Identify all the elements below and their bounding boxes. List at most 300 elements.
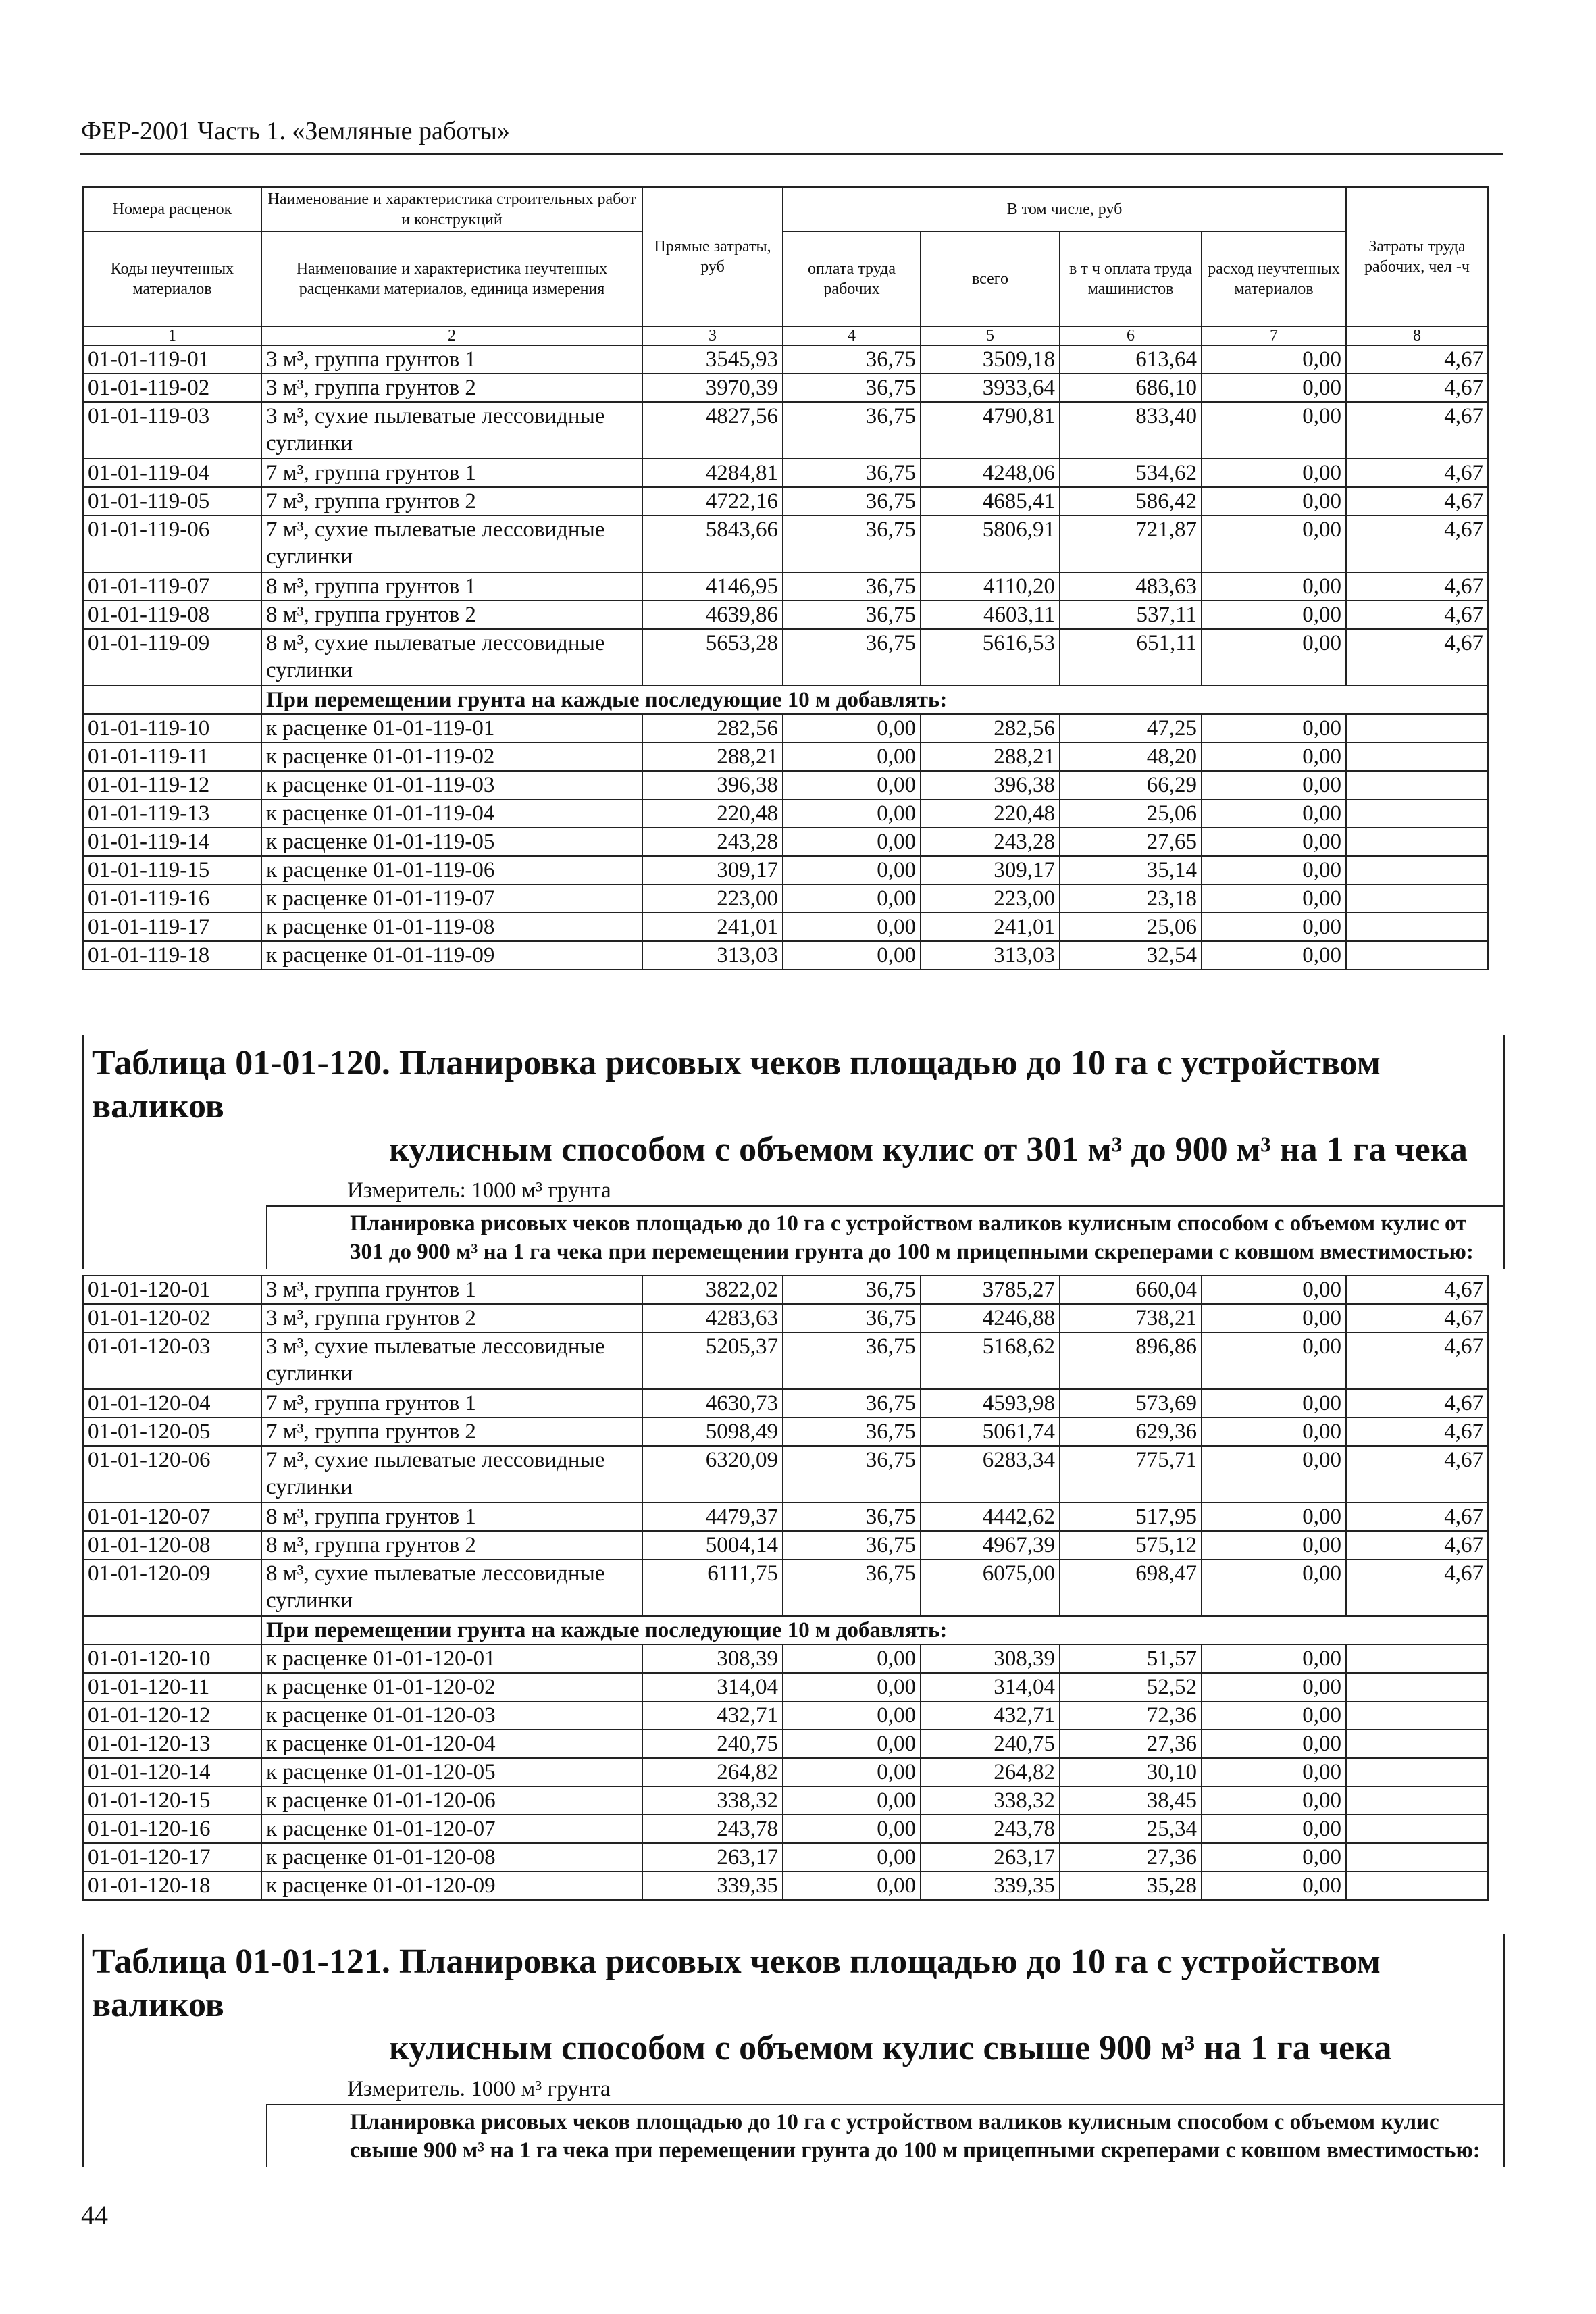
- worker-pay-value: 36,75: [783, 402, 921, 459]
- direct-costs-value: 5653,28: [642, 629, 783, 686]
- operator-pay-value: 52,52: [1060, 1673, 1202, 1701]
- machines-total-value: 243,78: [921, 1815, 1060, 1843]
- operator-pay-value: 775,71: [1060, 1446, 1202, 1503]
- labor-hours-value: 4,67: [1346, 402, 1488, 459]
- labor-hours-value: [1346, 1730, 1488, 1758]
- direct-costs-value: 243,78: [642, 1815, 783, 1843]
- materials-value: 0,00: [1202, 345, 1346, 374]
- page-header: ФЕР-2001 Часть 1. «Земляные работы»: [81, 117, 510, 145]
- column-index-cell: 6: [1060, 326, 1202, 345]
- materials-header: расход неучтенных материалов: [1202, 232, 1346, 326]
- rate-code: 01-01-120-13: [83, 1730, 261, 1758]
- col2-top-header: Наименование и характеристика строительных работ и конструкций: [261, 187, 642, 232]
- work-name: 3 м³, группа грунтов 2: [261, 374, 642, 402]
- worker-pay-value: 0,00: [783, 1786, 921, 1815]
- direct-costs-value: 4479,37: [642, 1503, 783, 1531]
- materials-value: 0,00: [1202, 572, 1346, 601]
- work-name: к расценке 01-01-119-09: [261, 941, 642, 970]
- rate-code: 01-01-119-06: [83, 515, 261, 572]
- machines-total-value: 4593,98: [921, 1389, 1060, 1417]
- machines-total-value: 264,82: [921, 1758, 1060, 1786]
- machines-total-value: 282,56: [921, 714, 1060, 743]
- machines-total-value: 4248,06: [921, 459, 1060, 487]
- labor-hours-value: [1346, 771, 1488, 799]
- table-row: [83, 743, 1488, 771]
- work-name: 7 м³, группа грунтов 2: [261, 487, 642, 515]
- work-name: 7 м³, группа грунтов 1: [261, 459, 642, 487]
- machines-total-value: 4110,20: [921, 572, 1060, 601]
- machines-total-value: 338,32: [921, 1786, 1060, 1815]
- table-121-header-block: [82, 1934, 1505, 2167]
- direct-costs-value: 288,21: [642, 743, 783, 771]
- machines-total-value: 263,17: [921, 1843, 1060, 1871]
- labor-hours-value: 4,67: [1346, 572, 1488, 601]
- worker-pay-value: 36,75: [783, 1531, 921, 1559]
- direct-costs-value: 223,00: [642, 884, 783, 913]
- machines-total-value: 220,48: [921, 799, 1060, 828]
- direct-costs-value: 3970,39: [642, 374, 783, 402]
- section-label: При перемещении грунта на каждые последующие 10 м добавлять:: [261, 1616, 1488, 1644]
- rate-code: 01-01-119-10: [83, 714, 261, 743]
- materials-value: 0,00: [1202, 1843, 1346, 1871]
- work-name: к расценке 01-01-120-07: [261, 1815, 642, 1843]
- operator-pay-value: 48,20: [1060, 743, 1202, 771]
- worker-pay-header: оплата труда рабочих: [783, 232, 921, 326]
- direct-costs-value: 282,56: [642, 714, 783, 743]
- direct-costs-value: 240,75: [642, 1730, 783, 1758]
- machines-total-value: 396,38: [921, 771, 1060, 799]
- direct-costs-value: 4722,16: [642, 487, 783, 515]
- work-name: 7 м³, сухие пылеватые лессовидные суглинки: [261, 1446, 642, 1503]
- operator-pay-value: 66,29: [1060, 771, 1202, 799]
- work-name: к расценке 01-01-120-06: [261, 1786, 642, 1815]
- rate-code: 01-01-120-18: [83, 1871, 261, 1900]
- labor-hours-value: 4,67: [1346, 374, 1488, 402]
- worker-pay-value: 0,00: [783, 1758, 921, 1786]
- materials-value: 0,00: [1202, 913, 1346, 941]
- table-row: [83, 1815, 1488, 1843]
- table-row: [83, 629, 1488, 686]
- table-120-measure: Измеритель: 1000 м³ грунта: [266, 1176, 1503, 1207]
- work-name: к расценке 01-01-119-08: [261, 913, 642, 941]
- materials-value: 0,00: [1202, 1644, 1346, 1673]
- worker-pay-value: 0,00: [783, 1673, 921, 1701]
- table-row: [83, 601, 1488, 629]
- rate-code: 01-01-119-02: [83, 374, 261, 402]
- materials-value: 0,00: [1202, 1730, 1346, 1758]
- table-row: [83, 771, 1488, 799]
- operator-pay-value: 483,63: [1060, 572, 1202, 601]
- direct-costs-value: 241,01: [642, 913, 783, 941]
- table-120-title: [92, 1042, 1503, 1172]
- work-name: 7 м³, группа грунтов 1: [261, 1389, 642, 1417]
- labor-hours-value: [1346, 884, 1488, 913]
- operator-pay-value: 534,62: [1060, 459, 1202, 487]
- header-rule: [80, 153, 1503, 155]
- machines-total-value: 3785,27: [921, 1276, 1060, 1304]
- table-row: [83, 1871, 1488, 1900]
- work-name: 8 м³, группа грунтов 2: [261, 1531, 642, 1559]
- work-name: к расценке 01-01-120-09: [261, 1871, 642, 1900]
- column-index-cell: 2: [261, 326, 642, 345]
- machines-total-value: 4685,41: [921, 487, 1060, 515]
- direct-costs-value: 308,39: [642, 1644, 783, 1673]
- rate-code: 01-01-119-14: [83, 828, 261, 856]
- labor-hours-value: [1346, 828, 1488, 856]
- labor-hours-value: 4,67: [1346, 345, 1488, 374]
- rate-code: 01-01-119-05: [83, 487, 261, 515]
- work-name: к расценке 01-01-119-02: [261, 743, 642, 771]
- machines-total-value: 3509,18: [921, 345, 1060, 374]
- materials-value: 0,00: [1202, 799, 1346, 828]
- table-121-measure: Измеритель. 1000 м³ грунта: [266, 2074, 1503, 2105]
- work-name: 8 м³, сухие пылеватые лессовидные суглинки: [261, 1559, 642, 1616]
- worker-pay-value: 0,00: [783, 771, 921, 799]
- operator-pay-value: 38,45: [1060, 1786, 1202, 1815]
- materials-value: 0,00: [1202, 828, 1346, 856]
- materials-value: 0,00: [1202, 1503, 1346, 1531]
- column-index-cell: 1: [83, 326, 261, 345]
- work-name: к расценке 01-01-119-05: [261, 828, 642, 856]
- worker-pay-value: 0,00: [783, 1730, 921, 1758]
- rate-code: 01-01-120-14: [83, 1758, 261, 1786]
- labor-hours-value: [1346, 799, 1488, 828]
- direct-costs-value: 432,71: [642, 1701, 783, 1730]
- work-name: 7 м³, группа грунтов 2: [261, 1417, 642, 1446]
- table-row: [83, 1758, 1488, 1786]
- rate-code: 01-01-120-05: [83, 1417, 261, 1446]
- work-name: 8 м³, группа грунтов 1: [261, 1503, 642, 1531]
- operator-pay-header: в т ч оплата труда машинистов: [1060, 232, 1202, 326]
- materials-value: 0,00: [1202, 515, 1346, 572]
- table-row: [83, 714, 1488, 743]
- materials-value: 0,00: [1202, 884, 1346, 913]
- table-row: [83, 913, 1488, 941]
- rate-code: 01-01-120-16: [83, 1815, 261, 1843]
- work-name: 3 м³, сухие пылеватые лессовидные суглинки: [261, 1332, 642, 1389]
- operator-pay-value: 651,11: [1060, 629, 1202, 686]
- work-name: 3 м³, группа грунтов 2: [261, 1304, 642, 1332]
- operator-pay-value: 575,12: [1060, 1531, 1202, 1559]
- rate-code: 01-01-120-07: [83, 1503, 261, 1531]
- rate-code: 01-01-119-04: [83, 459, 261, 487]
- operator-pay-value: 30,10: [1060, 1758, 1202, 1786]
- rate-code: 01-01-119-07: [83, 572, 261, 601]
- worker-pay-value: 0,00: [783, 1644, 921, 1673]
- machines-total-value: 5616,53: [921, 629, 1060, 686]
- work-name: к расценке 01-01-120-08: [261, 1843, 642, 1871]
- operator-pay-value: 629,36: [1060, 1417, 1202, 1446]
- direct-costs-value: 3822,02: [642, 1276, 783, 1304]
- rate-code: 01-01-120-09: [83, 1559, 261, 1616]
- table-row: [83, 1701, 1488, 1730]
- labor-hours-value: [1346, 1815, 1488, 1843]
- direct-costs-value: 4284,81: [642, 459, 783, 487]
- worker-pay-value: 36,75: [783, 629, 921, 686]
- worker-pay-value: 0,00: [783, 1871, 921, 1900]
- worker-pay-value: 36,75: [783, 1446, 921, 1503]
- direct-costs-value: 4827,56: [642, 402, 783, 459]
- direct-costs-value: 4146,95: [642, 572, 783, 601]
- table-row: [83, 941, 1488, 970]
- materials-value: 0,00: [1202, 714, 1346, 743]
- rate-code: 01-01-120-06: [83, 1446, 261, 1503]
- machines-total-value: 4603,11: [921, 601, 1060, 629]
- col1-top-header: Номера расценок: [83, 187, 261, 232]
- table-row: [83, 1730, 1488, 1758]
- table-row: [83, 402, 1488, 459]
- table-row: [83, 487, 1488, 515]
- worker-pay-value: 36,75: [783, 1332, 921, 1389]
- column-index-cell: 4: [783, 326, 921, 345]
- machines-total-value: 241,01: [921, 913, 1060, 941]
- materials-value: 0,00: [1202, 1758, 1346, 1786]
- rate-code: 01-01-119-11: [83, 743, 261, 771]
- labor-hours-value: [1346, 1673, 1488, 1701]
- column-index-cell: 7: [1202, 326, 1346, 345]
- operator-pay-value: 721,87: [1060, 515, 1202, 572]
- worker-pay-value: 36,75: [783, 345, 921, 374]
- section-spacer: [83, 686, 261, 714]
- labor-hours-value: 4,67: [1346, 487, 1488, 515]
- worker-pay-value: 36,75: [783, 1559, 921, 1616]
- labor-hours-value: 4,67: [1346, 1389, 1488, 1417]
- direct-costs-value: 309,17: [642, 856, 783, 884]
- rate-code: 01-01-119-08: [83, 601, 261, 629]
- operator-pay-value: 27,36: [1060, 1730, 1202, 1758]
- work-name: к расценке 01-01-119-06: [261, 856, 642, 884]
- labor-hours-value: [1346, 856, 1488, 884]
- labor-hours-value: 4,67: [1346, 1332, 1488, 1389]
- section-spacer: [83, 1616, 261, 1644]
- direct-costs-value: 263,17: [642, 1843, 783, 1871]
- work-name: к расценке 01-01-120-03: [261, 1701, 642, 1730]
- worker-pay-value: 0,00: [783, 828, 921, 856]
- table-row: [83, 1389, 1488, 1417]
- rate-code: 01-01-120-11: [83, 1673, 261, 1701]
- work-name: к расценке 01-01-120-05: [261, 1758, 642, 1786]
- work-name: 3 м³, группа грунтов 1: [261, 345, 642, 374]
- materials-value: 0,00: [1202, 374, 1346, 402]
- table-row: [83, 345, 1488, 374]
- section-row: [83, 1616, 1488, 1644]
- table-row: [83, 1276, 1488, 1304]
- direct-costs-value: 5004,14: [642, 1531, 783, 1559]
- worker-pay-value: 36,75: [783, 459, 921, 487]
- page-number: 44: [81, 2200, 108, 2230]
- labor-hours-value: [1346, 1786, 1488, 1815]
- labor-hours-header: Затраты труда рабочих, чел -ч: [1346, 187, 1488, 326]
- operator-pay-value: 660,04: [1060, 1276, 1202, 1304]
- table-row: [83, 1644, 1488, 1673]
- direct-costs-value: 264,82: [642, 1758, 783, 1786]
- machines-total-value: 313,03: [921, 941, 1060, 970]
- worker-pay-value: 0,00: [783, 913, 921, 941]
- labor-hours-value: 4,67: [1346, 459, 1488, 487]
- table-row: [83, 1559, 1488, 1616]
- table-120-header-block: [82, 1035, 1505, 1269]
- worker-pay-value: 0,00: [783, 799, 921, 828]
- worker-pay-value: 36,75: [783, 572, 921, 601]
- materials-value: 0,00: [1202, 1815, 1346, 1843]
- materials-value: 0,00: [1202, 743, 1346, 771]
- direct-costs-value: 6320,09: [642, 1446, 783, 1503]
- machines-total-value: 240,75: [921, 1730, 1060, 1758]
- table-row: [83, 1843, 1488, 1871]
- rate-code: 01-01-119-01: [83, 345, 261, 374]
- machines-total-value: 5168,62: [921, 1332, 1060, 1389]
- direct-costs-value: 396,38: [642, 771, 783, 799]
- rate-code: 01-01-120-17: [83, 1843, 261, 1871]
- machines-total-value: 243,28: [921, 828, 1060, 856]
- rates-table-120: [82, 1275, 1489, 1901]
- work-name: 8 м³, группа грунтов 2: [261, 601, 642, 629]
- materials-value: 0,00: [1202, 1559, 1346, 1616]
- table-row: [83, 1332, 1488, 1389]
- table-121-title-line1: Таблица 01-01-121. Планировка рисовых чеков площадью до 10 га с устройством валиков: [92, 1942, 1381, 2024]
- direct-costs-value: 4630,73: [642, 1389, 783, 1417]
- work-name: к расценке 01-01-120-01: [261, 1644, 642, 1673]
- worker-pay-value: 36,75: [783, 487, 921, 515]
- operator-pay-value: 27,65: [1060, 828, 1202, 856]
- direct-costs-value: 4639,86: [642, 601, 783, 629]
- machines-total-value: 308,39: [921, 1644, 1060, 1673]
- table-row: [83, 1531, 1488, 1559]
- labor-hours-value: 4,67: [1346, 629, 1488, 686]
- table-row: [83, 572, 1488, 601]
- labor-hours-value: 4,67: [1346, 1503, 1488, 1531]
- work-name: к расценке 01-01-119-03: [261, 771, 642, 799]
- labor-hours-value: [1346, 743, 1488, 771]
- materials-value: 0,00: [1202, 1304, 1346, 1332]
- labor-hours-value: 4,67: [1346, 1276, 1488, 1304]
- operator-pay-value: 613,64: [1060, 345, 1202, 374]
- work-name: 8 м³, группа грунтов 1: [261, 572, 642, 601]
- direct-costs-value: 339,35: [642, 1871, 783, 1900]
- labor-hours-value: 4,67: [1346, 601, 1488, 629]
- operator-pay-value: 573,69: [1060, 1389, 1202, 1417]
- table-row: [83, 828, 1488, 856]
- materials-value: 0,00: [1202, 1417, 1346, 1446]
- materials-value: 0,00: [1202, 402, 1346, 459]
- operator-pay-value: 25,06: [1060, 913, 1202, 941]
- worker-pay-value: 36,75: [783, 601, 921, 629]
- labor-hours-value: [1346, 913, 1488, 941]
- table-row: [83, 1673, 1488, 1701]
- direct-costs-value: 5843,66: [642, 515, 783, 572]
- direct-costs-value: 5098,49: [642, 1417, 783, 1446]
- operator-pay-value: 23,18: [1060, 884, 1202, 913]
- worker-pay-value: 36,75: [783, 1389, 921, 1417]
- labor-hours-value: [1346, 1843, 1488, 1871]
- work-name: к расценке 01-01-120-04: [261, 1730, 642, 1758]
- operator-pay-value: 738,21: [1060, 1304, 1202, 1332]
- table-row: [83, 1304, 1488, 1332]
- section-row: [83, 686, 1488, 714]
- table-row: [83, 1446, 1488, 1503]
- operator-pay-value: 698,47: [1060, 1559, 1202, 1616]
- operator-pay-value: 32,54: [1060, 941, 1202, 970]
- labor-hours-value: [1346, 941, 1488, 970]
- labor-hours-value: 4,67: [1346, 1304, 1488, 1332]
- machines-total-value: 4442,62: [921, 1503, 1060, 1531]
- work-name: к расценке 01-01-119-01: [261, 714, 642, 743]
- direct-costs-value: 314,04: [642, 1673, 783, 1701]
- materials-value: 0,00: [1202, 1332, 1346, 1389]
- machines-total-value: 339,35: [921, 1871, 1060, 1900]
- materials-value: 0,00: [1202, 1389, 1346, 1417]
- worker-pay-value: 36,75: [783, 1503, 921, 1531]
- worker-pay-value: 0,00: [783, 856, 921, 884]
- table-120-title-line1: Таблица 01-01-120. Планировка рисовых чеков площадью до 10 га с устройством валиков: [92, 1044, 1381, 1126]
- operator-pay-value: 51,57: [1060, 1644, 1202, 1673]
- rate-code: 01-01-120-01: [83, 1276, 261, 1304]
- rate-code: 01-01-119-12: [83, 771, 261, 799]
- table-row: [83, 1417, 1488, 1446]
- column-index-cell: 5: [921, 326, 1060, 345]
- operator-pay-value: 25,34: [1060, 1815, 1202, 1843]
- col1-bottom-header: Коды неучтенных материалов: [83, 232, 261, 326]
- rate-code: 01-01-120-15: [83, 1786, 261, 1815]
- machines-total-value: 6075,00: [921, 1559, 1060, 1616]
- worker-pay-value: 0,00: [783, 714, 921, 743]
- machines-total-value: 432,71: [921, 1701, 1060, 1730]
- table-121-description: Планировка рисовых чеков площадью до 10 га с устройством валиков кулисным способом с объемом кулис свыше 900 м³ на 1 га чека при перемещении грунта до 100 м прицепными скреперами с ковшом вместимостью:: [350, 2110, 1481, 2163]
- direct-costs-value: 4283,63: [642, 1304, 783, 1332]
- table-row: [83, 459, 1488, 487]
- materials-value: 0,00: [1202, 459, 1346, 487]
- direct-costs-value: 338,32: [642, 1786, 783, 1815]
- table-row: [83, 1503, 1488, 1531]
- rate-code: 01-01-120-03: [83, 1332, 261, 1389]
- direct-costs-value: 220,48: [642, 799, 783, 828]
- direct-costs-value: 3545,93: [642, 345, 783, 374]
- materials-value: 0,00: [1202, 941, 1346, 970]
- materials-value: 0,00: [1202, 1673, 1346, 1701]
- operator-pay-value: 686,10: [1060, 374, 1202, 402]
- machines-total-value: 5806,91: [921, 515, 1060, 572]
- table-row: [83, 515, 1488, 572]
- labor-hours-value: 4,67: [1346, 515, 1488, 572]
- work-name: 3 м³, группа грунтов 1: [261, 1276, 642, 1304]
- machines-total-value: 288,21: [921, 743, 1060, 771]
- rate-code: 01-01-119-03: [83, 402, 261, 459]
- col2-bottom-header: Наименование и характеристика неучтенных расценками материалов, единица измерения: [261, 232, 642, 326]
- table-121-title-line2: кулисным способом с объемом кулис свыше 900 м³ на 1 га чека: [389, 2029, 1392, 2067]
- machines-total-value: 5061,74: [921, 1417, 1060, 1446]
- materials-value: 0,00: [1202, 1531, 1346, 1559]
- materials-value: 0,00: [1202, 856, 1346, 884]
- table-121-title: [92, 1940, 1503, 2070]
- table-row: [83, 799, 1488, 828]
- operator-pay-value: 517,95: [1060, 1503, 1202, 1531]
- machines-total-header: всего: [921, 232, 1060, 326]
- including-header: В том числе, руб: [783, 187, 1346, 232]
- materials-value: 0,00: [1202, 601, 1346, 629]
- table-120-description: Планировка рисовых чеков площадью до 10 га с устройством валиков кулисным способом с объемом кулис от 301 до 900 м³ на 1 га чека при перемещении грунта до 100 м прицепными скреперами с ковшом вместимостью:: [350, 1211, 1474, 1264]
- labor-hours-value: 4,67: [1346, 1531, 1488, 1559]
- worker-pay-value: 36,75: [783, 515, 921, 572]
- work-name: 7 м³, сухие пылеватые лессовидные суглинки: [261, 515, 642, 572]
- labor-hours-value: [1346, 1701, 1488, 1730]
- rate-code: 01-01-119-13: [83, 799, 261, 828]
- worker-pay-value: 0,00: [783, 1815, 921, 1843]
- rate-code: 01-01-120-12: [83, 1701, 261, 1730]
- table-120-title-line2: кулисным способом с объемом кулис от 301 м³ до 900 м³ на 1 га чека: [389, 1130, 1468, 1169]
- worker-pay-value: 36,75: [783, 1417, 921, 1446]
- table-row: [83, 884, 1488, 913]
- operator-pay-value: 586,42: [1060, 487, 1202, 515]
